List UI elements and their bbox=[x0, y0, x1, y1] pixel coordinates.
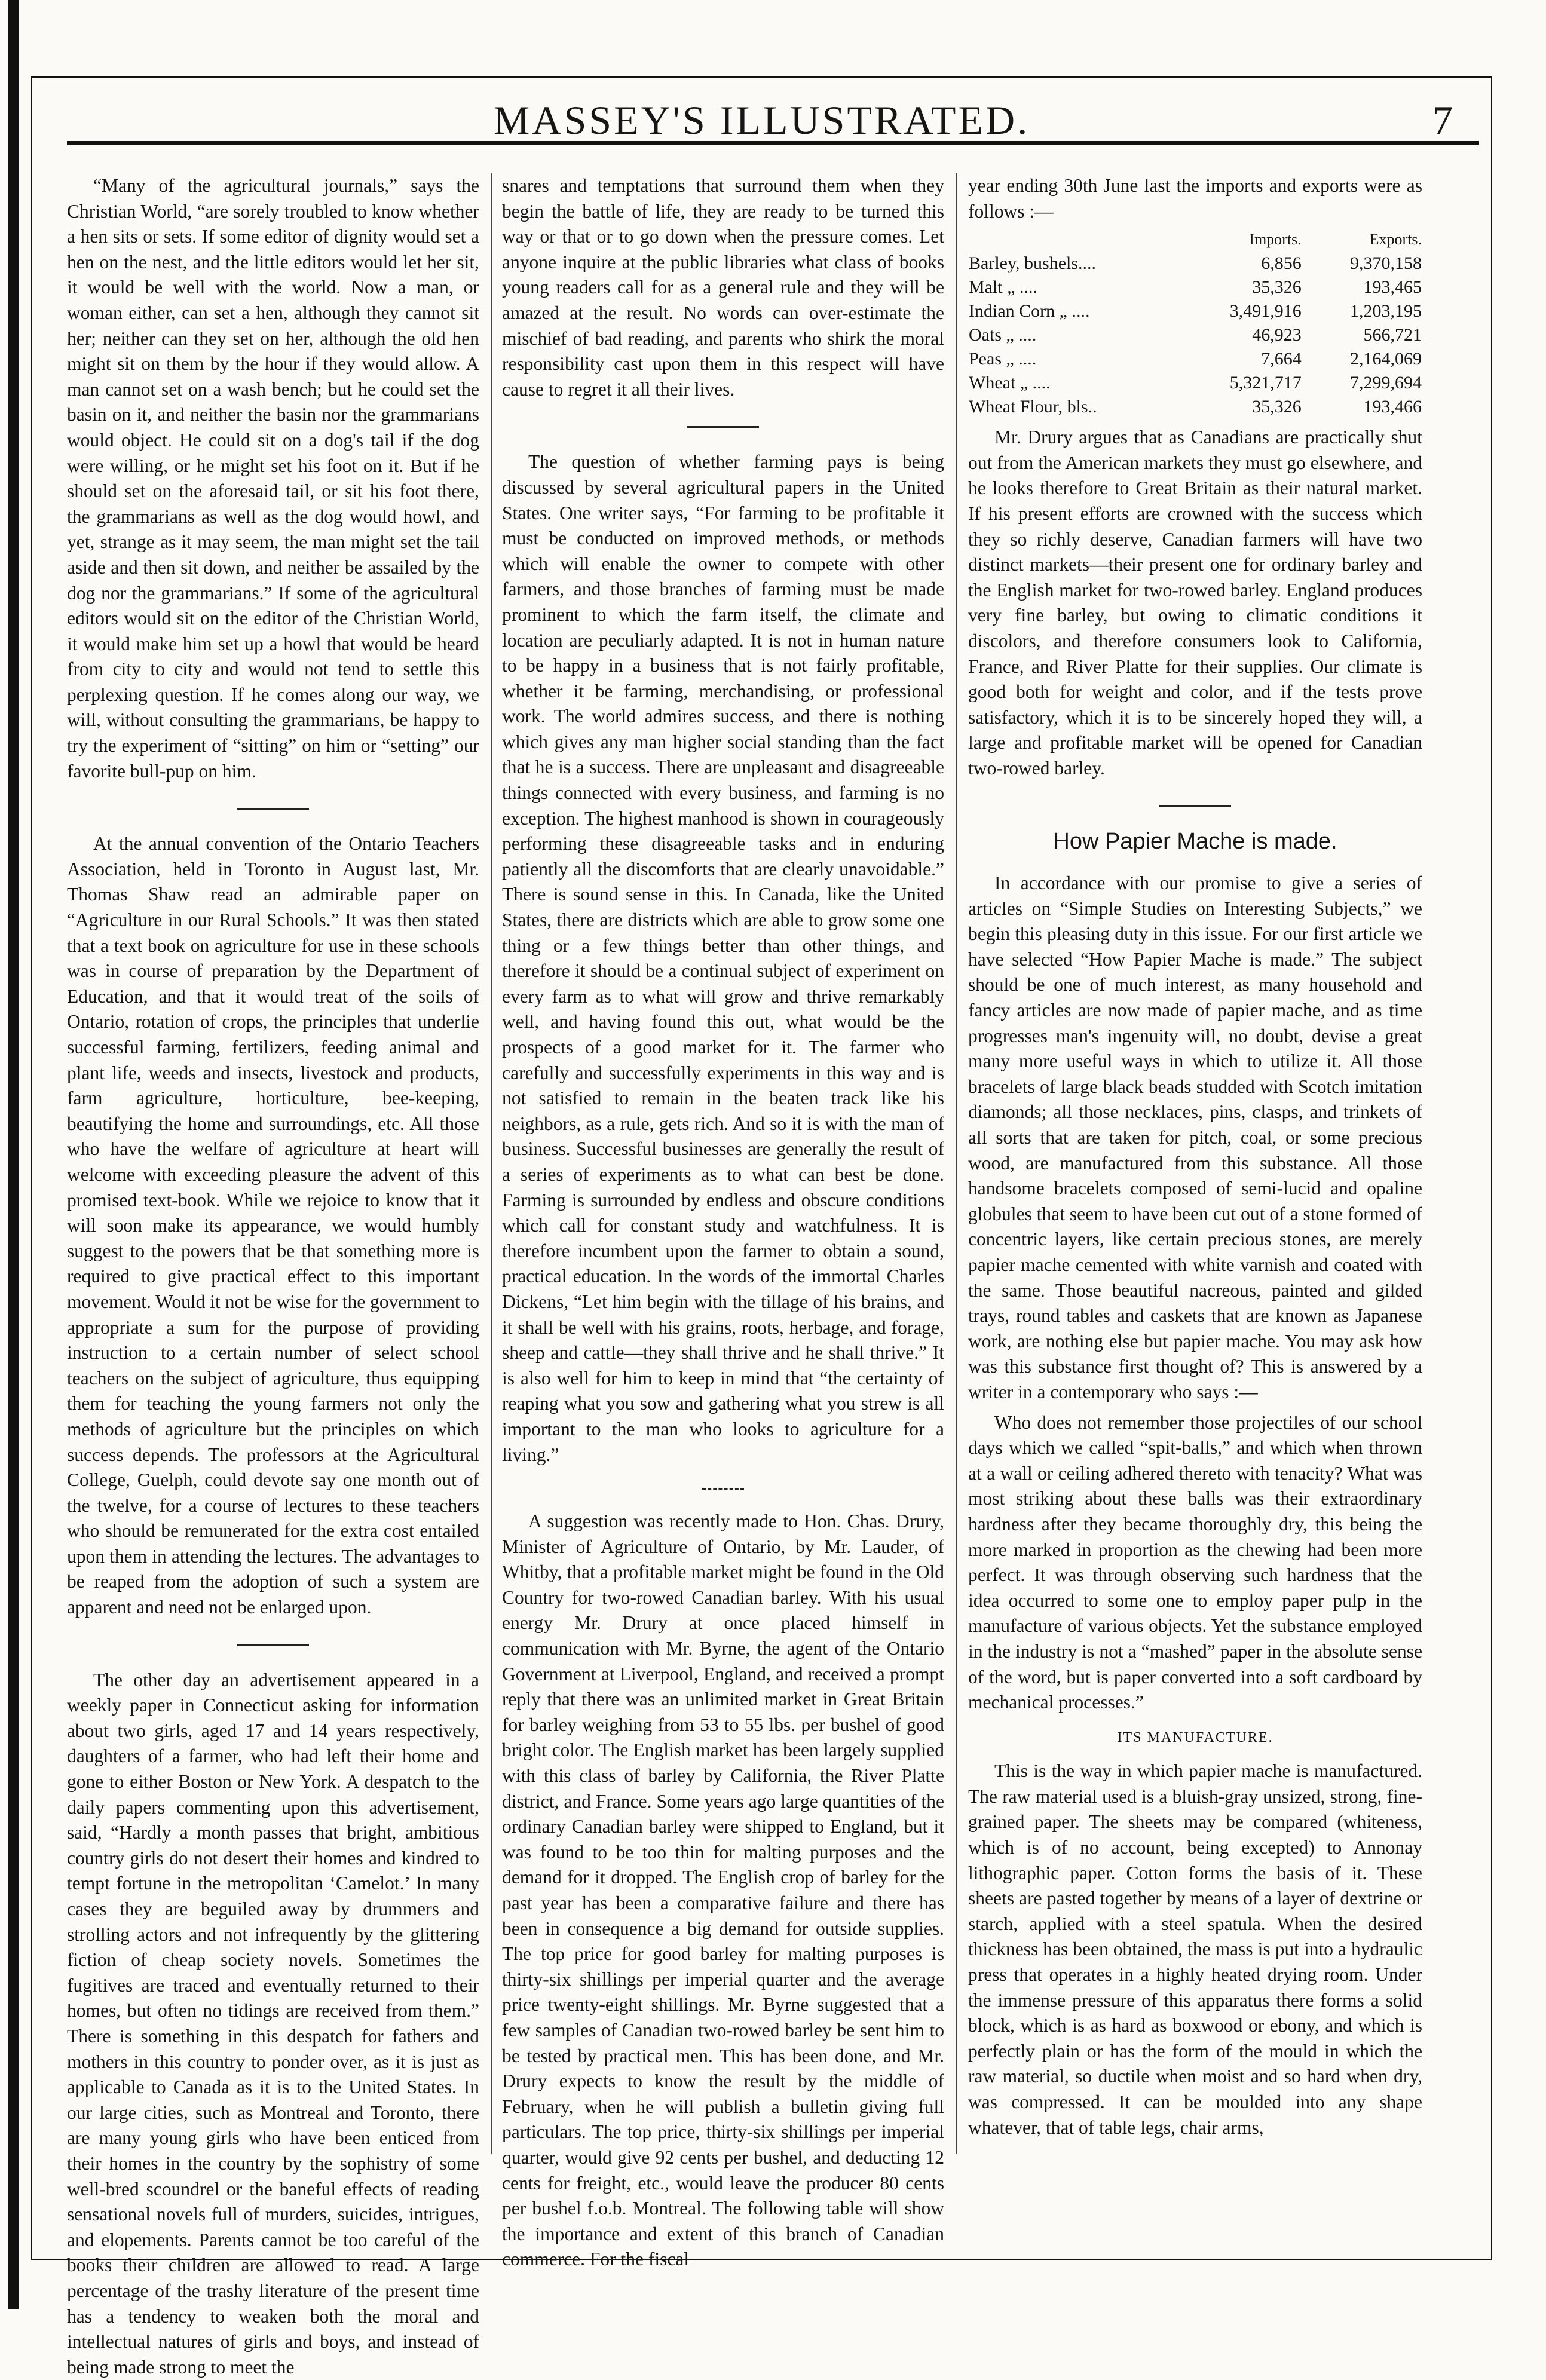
article-separator bbox=[702, 1488, 744, 1490]
table-cell-exports: 193,466 bbox=[1363, 397, 1422, 417]
table-cell-item: Oats „ .... bbox=[969, 325, 1037, 345]
table-cell-item: Barley, bushels.... bbox=[969, 253, 1097, 274]
its-manufacture-subheading: ITS MANUFACTURE. bbox=[1117, 1729, 1273, 1745]
table-header-blank bbox=[968, 228, 1181, 252]
table-row bbox=[968, 347, 1422, 371]
page-header bbox=[32, 90, 1491, 161]
table-cell-item: Indian Corn „ .... bbox=[969, 301, 1090, 321]
article-separator bbox=[1159, 805, 1231, 807]
column-divider-2 bbox=[956, 173, 957, 2154]
article-country-girls-paragraph: The other day an advertisement appeared in a weekly paper in Connecticut asking for information about two girls, aged 17 and 14 years respectively, daughters of a farmer, who had left their home and gone to either Boston or New York. A despatch to the daily papers commenting upon this advertisement, said, “Hardly a month passes that bright, ambitious country girls do not desert their homes and kindred to tempt fortune in the metropolitan ‘Camelot.’ In many cases they are beguiled away by drummers and strolling actors and not infrequently by the glittering fiction of cheap society novels. Sometimes the fugitives are traced and eventually returned to their homes, but often no tidings are received from them.” There is something in this despatch for fathers and mothers in this country to ponder over, as it is just as applicable to Canada as it is to the United States. In our large cities, such as Montreal and Toronto, there are many young girls who have been enticed from their homes in the country by the sophistry of some well-bred scoundrel or the baneful effects of reading sensational novels full of murders, suicides, intrigues, and elopements. Parents cannot be too careful of the books their children are allowed to read. A large percentage of the trashy literature of the present time has a tendency to weaken both the moral and intellectual natures of girls and boys, and instead of being made strong to meet the bbox=[67, 1669, 479, 2378]
article-grammar-paragraph: “Many of the agricultural journals,” says the Christian World, “are sorely troubled to know whether a hen sits or sets. If some editor of dignity would set a hen on the nest, and the little editors would let her sit, it would be well with the world. Now a man, or woman either, can set a hen, although they cannot sit her; neither can they set on her, although the old hen might sit on them by the hour if they would allow. A man cannot set on a wash bench; but he could set the basin on it, and neither the basin nor the grammarians would object. He could sit on a dog's tail if the dog were willing, or he might set his foot on it. But if he should set on the aforesaid tail, or sit his foot there, the grammarians as well as the dog would howl, and yet, strange as it may seem, the man might set the tail aside and then sit down, and neither be assailed by the dog nor the grammarians.” If some of the agricultural editors would sit on the editor of the Christian World, it would make him set up a howl that would be heard from city to city and would not tend to settle this perplexing question. If he comes along our way, we will, without consulting the grammarians, be happy to try the experiment of “sitting” on him or “setting” our favorite bull-pup on him. bbox=[67, 175, 479, 782]
column-1 bbox=[67, 173, 479, 2378]
table-row bbox=[968, 395, 1422, 419]
article-separator bbox=[237, 808, 309, 810]
table-row bbox=[968, 323, 1422, 347]
table-cell-imports: 5,321,717 bbox=[1229, 373, 1302, 393]
table-cell-item: Peas „ .... bbox=[969, 349, 1037, 369]
table-row bbox=[968, 371, 1422, 395]
running-head-title: MASSEY'S ILLUSTRATED. bbox=[493, 97, 1030, 143]
table-cell-imports: 35,326 bbox=[1252, 277, 1302, 298]
table-cell-imports: 35,326 bbox=[1252, 397, 1302, 417]
imports-exports-table bbox=[968, 228, 1422, 419]
column-2 bbox=[502, 173, 944, 2270]
table-cell-item: Wheat „ .... bbox=[969, 373, 1051, 393]
table-cell-exports: 7,299,694 bbox=[1350, 373, 1422, 393]
table-cell-exports: 193,465 bbox=[1363, 277, 1422, 298]
table-header-row bbox=[968, 228, 1422, 252]
table-cell-imports: 6,856 bbox=[1261, 253, 1302, 274]
papier-mache-intro-paragraph: In accordance with our promise to give a series of articles on “Simple Studies on Interesting Subjects,” we begin this pleasing duty in this issue. For our first article we have selected “How Papier Mache is made.” The subject should be one of much interest, as many household and fancy articles are now made of papier mache, and as time progresses man's ingenuity will, no doubt, devise a great many more useful ways in which to utilize it. All those bracelets of large black beads studded with Scotch imitation diamonds; all those necklaces, pins, clasps, and trinkets of all sorts that are taken for pitch, coal, or some precious wood, are manufactured from this substance. All those handsome bracelets composed of semi-lucid and opaline globules that seem to have been cut out of a stone formed of concentric layers, like certain precious stones, are merely papier mache cemented with white varnish and coated with the same. Those beautiful nacreous, painted and gilded trays, round tables and caskets that are known as Japanese work, are nothing else but papier mache. You may ask how was this substance first thought of? This is answered by a writer in a contemporary who says :— bbox=[968, 872, 1422, 1402]
table-header-exports: Exports. bbox=[1369, 231, 1422, 249]
table-cell-imports: 46,923 bbox=[1252, 325, 1302, 345]
drury-argument-paragraph: Mr. Drury argues that as Canadians are practically shut out from the American markets they must go elsewhere, and he looks therefore to Great Britain as their natural market. If his present efforts are crowned with the success which they so richly deserve, Canadian farmers will have two distinct markets—their present one for ordinary barley and the English market for two-rowed barley. England produces very fine barley, but owing to climatic conditions it discolors, and therefore consumers look to California, France, and River Platte for their supplies. Our climate is good both for weight and color, and if the tests prove satisfactory, which it is to be sincerely hoped they will, a large and profitable market will be opened for Canadian two-rowed barley. bbox=[968, 427, 1422, 779]
article-agriculture-schools-paragraph: At the annual convention of the Ontario Teachers Association, held in Toronto in August last, Mr. Thomas Shaw read an admirable paper on “Agriculture in our Rural Schools.” It was then stated that a text book on agriculture for use in these schools was in course of preparation by the Department of Education, and that it would treat of the soils of Ontario, rotation of crops, the principles that underlie successful farming, fertilizers, feeding animal and plant life, weeds and insects, livestock and products, farm agriculture, horticulture, bee-keeping, beautifying the home and surroundings, etc. All those who have the welfare of agriculture at heart will welcome with exceeding pleasure the advent of this promised text-book. While we rejoice to know that it will soon make its appearance, we would humbly suggest to the powers that be that something more is required to give practical effect to this important movement. Would it not be wise for the government to appropriate a sum for the purpose of providing instruction to a certain number of select school teachers on the subject of agriculture, thus equipping them for teaching the young farmers not only the methods of agriculture but the principles on which success depends. The professors at the Agricultural College, Guelph, could devote say one month out of the twelve, for a course of lectures to these teachers who should be remunerated for the extra cost entailed upon them in attending the lectures. The advantages to be reaped from the adoption of such a system are apparent and need not be enlarged upon. bbox=[67, 833, 479, 1618]
table-cell-item: Wheat Flour, bls.. bbox=[969, 397, 1097, 417]
table-row bbox=[968, 252, 1422, 275]
papier-mache-heading: How Papier Mache is made. bbox=[1053, 828, 1337, 854]
article-reading-continuation: snares and temptations that surround them when they begin the battle of life, they are ready to be turned this way or that or to go down when the pressure comes. Let anyone inquire at the public libraries what class of books young readers call for as a general rule and they will be amazed at the result. No words can over-estimate the mischief of bad reading, and parents who shirk the moral responsibility cast upon them in this respect will have cause to regret it all their lives. bbox=[502, 175, 944, 400]
article-separator bbox=[687, 426, 759, 428]
table-row bbox=[968, 299, 1422, 323]
manufacture-paragraph: This is the way in which papier mache is manufactured. The raw material used is a bluish-gray unsized, strong, fine-grained paper. The sheets may be compared (whiteness, which is of no account, being excepted) to Annonay lithographic paper. Cotton forms the basis of it. These sheets are pasted together by means of a layer of dextrine or starch, applied with a steel spatula. When the desired thickness has been obtained, the mass is put into a hydraulic press that operates in a highly heated drying room. Under the immense pressure of this apparatus there forms a solid block, which is as hard as boxwood or ebony, and which is perfectly plain or has the form of the mould in which the raw material, so ductile when moist and so hard when dry, was compressed. It can be moulded into any shape whatever, that of table legs, chair arms, bbox=[968, 1760, 1422, 2138]
table-cell-exports: 9,370,158 bbox=[1350, 253, 1422, 274]
spit-balls-quote-paragraph: Who does not remember those projectiles of our school days which we called “spit-balls,” and which when thrown at a wall or ceiling adhered thereto with tenacity? What was most striking about these balls was their extraordinary hardness after they became thoroughly dry, this being the more marked in proportion as the chewing had been more perfect. It was through observing such hardness that the idea occurred to some one to employ paper pulp in the manufacture of various objects. Yet the substance employed in the industry is not a “mashed” paper in the absolute sense of the word, but is paper converted into a soft cardboard by mechanical processes.” bbox=[968, 1411, 1422, 1713]
page-number: 7 bbox=[1432, 97, 1453, 143]
column-3 bbox=[968, 173, 1422, 2154]
barley-table-intro: year ending 30th June last the imports and exports were as follows :— bbox=[968, 175, 1422, 222]
table-cell-exports: 1,203,195 bbox=[1350, 301, 1422, 321]
column-divider-1 bbox=[491, 173, 492, 2154]
table-header-imports: Imports. bbox=[1249, 231, 1302, 249]
table-cell-imports: 7,664 bbox=[1261, 349, 1302, 369]
table-cell-imports: 3,491,916 bbox=[1229, 301, 1302, 321]
table-row bbox=[968, 275, 1422, 299]
article-farming-pays-paragraph: The question of whether farming pays is being discussed by several agricultural papers in the United States. One writer says, “For farming to be profitable it must be conducted on improved methods, or methods which will enable the owner to compete with other farmers, and those branches of farming must be made prominent to which the farm itself, the climate and location are peculiarly adapted. It is not in human nature to be happy in a business that is not fairly profitable, whether it be farming, merchandising, or professional work. The world admires success, and there is nothing which gives any man higher social standing than the fact that he is a success. There are unpleasant and disagreeable things connected with every business, and farming is no exception. The highest manhood is shown in courageously performing these disagreeable tasks and in enduring patiently all the discomforts that are clearly unavoidable.” There is sound sense in this. In Canada, like the United States, there are districts which are able to grow some one thing or a few things better than other things, and therefore it should be a continual subject of experiment on every farm as to what will grow and thrive remarkably well, and having found this out, what would be the prospects of a good market for it. The farmer who carefully and successfully experiments in this way and is not satisfied to remain in the beaten track like his neighbors, as a rule, gets rich. And so it is with the man of business. Successful businesses are generally the result of a series of experiments as to what can best be done. Farming is surrounded by endless and obscure conditions which call for constant study and watchfulness. It is therefore incumbent upon the farmer to obtain a sound, practical education. In the words of the immortal Charles Dickens, “Let him begin with the tillage of his brains, and it shall be well with his grains, roots, herbage, and forage, sheep and cattle—they shall thrive and he shall thrive.” It is also well for him to keep in mind that “the certainty of reaping what you sow and gathering what you strew is all important to the man who looks to agriculture for a living.” bbox=[502, 451, 944, 1465]
header-rule bbox=[67, 141, 1479, 145]
table-cell-item: Malt „ .... bbox=[969, 277, 1037, 298]
article-barley-market-paragraph: A suggestion was recently made to Hon. Chas. Drury, Minister of Agriculture of Ontario, by Mr. Lauder, of Whitby, that a profitable market might be found in the Old Country for two-rowed Canadian barley. With his usual energy Mr. Drury at once placed himself in communication with Mr. Byrne, the agent of the Ontario Government at Liverpool, England, and received a prompt reply that there was an unlimited market in Great Britain for barley weighing from 53 to 55 lbs. per bushel of good bright color. The English market has been largely supplied with this class of barley by California, the River Platte district, and France. Some years ago large quantities of the ordinary Canadian barley were shipped to England, but it was found to be too thin for malting purposes and the demand for it dropped. The English crop of barley for the past year has been a comparative failure and there has been in consequence a big demand for outside supplies. The top price for good barley for malting purposes is thirty-six shillings per imperial quarter and the average price twenty-eight shillings. Mr. Byrne suggested that a few samples of Canadian two-rowed barley be sent him to be tested by practical men. This has been done, and Mr. Drury expects to know the result by the middle of February, when he will publish a bulletin giving full particulars. The top price, thirty-six shillings per imperial quarter, would give 92 cents per bushel, and deducting 12 cents for freight, etc., would leave the producer 80 cents per bushel f.o.b. Montreal. The following table will show the importance and extent of this branch of Canadian commerce. For the fiscal bbox=[502, 1511, 944, 2270]
left-margin-bar bbox=[8, 0, 19, 2309]
article-separator bbox=[237, 1644, 309, 1646]
table-cell-exports: 2,164,069 bbox=[1350, 349, 1422, 369]
table-cell-exports: 566,721 bbox=[1363, 325, 1422, 345]
